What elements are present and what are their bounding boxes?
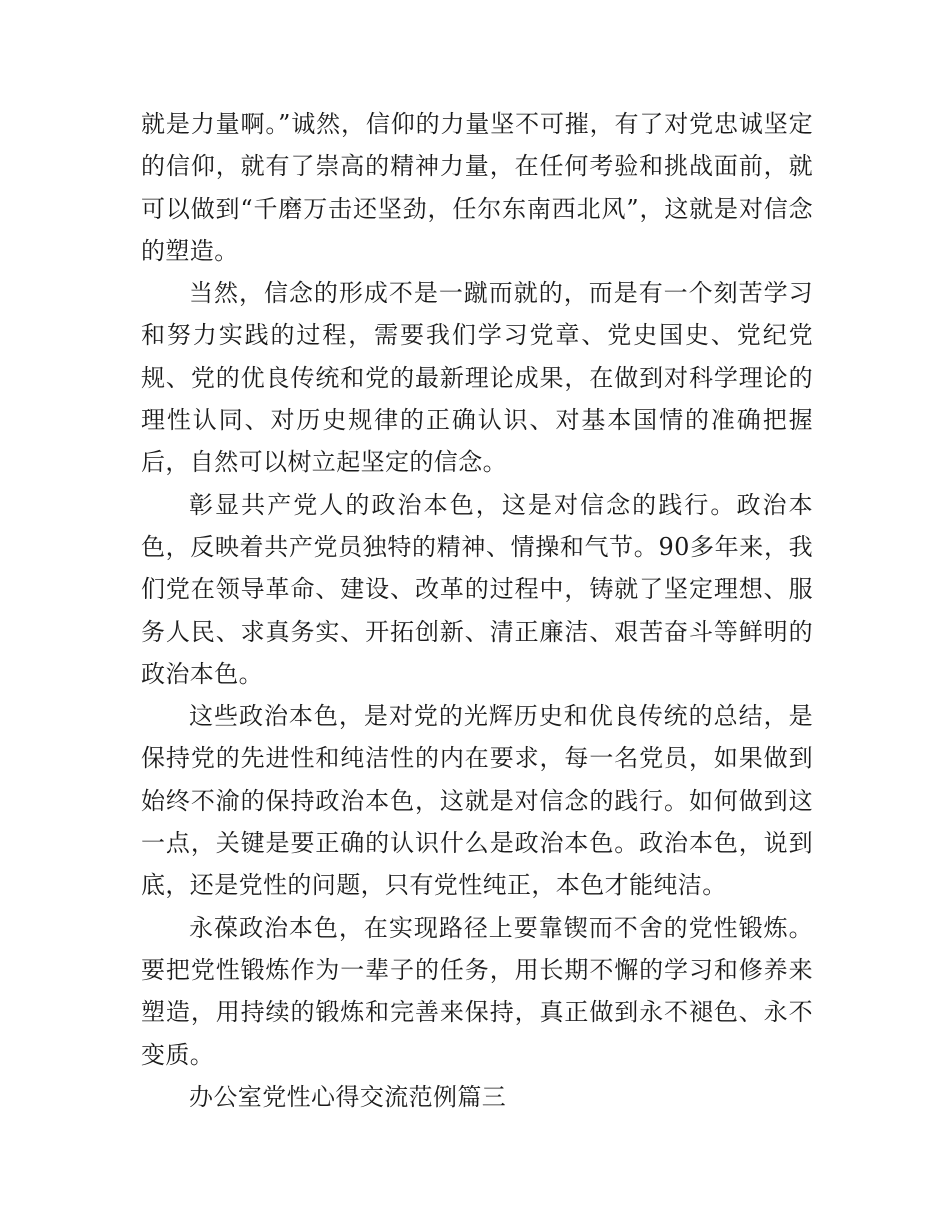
- paragraph-2: 当然，信念的形成不是一蹴而就的，而是有一个刻苦学习和努力实践的过程，需要我们学习党章、党史国史、党纪党规、党的优良传统和党的最新理论成果，在做到对科学理论的理性认同、对历史规律的正确认识、对基本国情的准确把握后，自然可以树立起坚定的信念。: [141, 279, 813, 477]
- document-page: [141, 103, 813, 1118]
- section-heading: 办公室党性心得交流范例篇三: [189, 1082, 507, 1111]
- paragraph-1: 就是力量啊。”诚然，信仰的力量坚不可摧，有了对党忠诚坚定的信仰，就有了崇高的精神力量，在任何考验和挑战面前，就可以做到“千磨万击还坚劲，任尔东南西北风”，这就是对信念的塑造。: [141, 110, 813, 265]
- paragraph-3: 彰显共产党人的政治本色，这是对信念的践行。政治本色，反映着共产党员独特的精神、情操和气节。90多年来，我们党在领导革命、建设、改革的过程中，铸就了坚定理想、服务人民、求真务实、开拓创新、清正廉洁、艰苦奋斗等鲜明的政治本色。: [141, 490, 813, 688]
- paragraph-5: 永葆政治本色，在实现路径上要靠锲而不舍的党性锻炼。要把党性锻炼作为一辈子的任务，用长期不懈的学习和修养来塑造，用持续的锻炼和完善来保持，真正做到永不褪色、永不变质。: [141, 913, 813, 1069]
- paragraph-4: 这些政治本色，是对党的光辉历史和优良传统的总结，是保持党的先进性和纯洁性的内在要求，每一名党员，如果做到始终不渝的保持政治本色，这就是对信念的践行。如何做到这一点，关键是要正确的认识什么是政治本色。政治本色，说到底，还是党性的问题，只有党性纯正，本色才能纯洁。: [141, 702, 813, 900]
